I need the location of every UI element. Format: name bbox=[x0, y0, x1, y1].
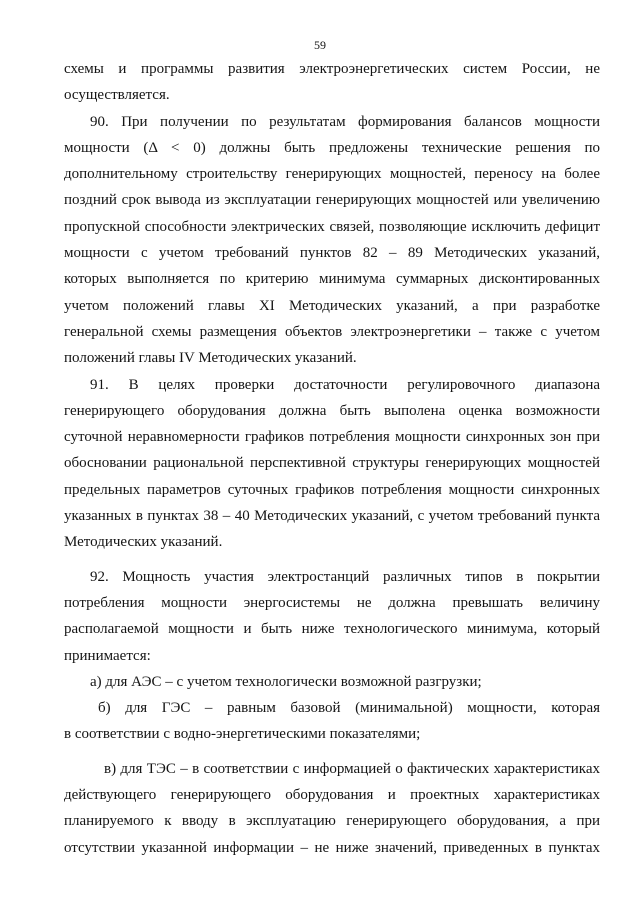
list-item-a: а) для АЭС – с учетом технологически возможной разгрузки; bbox=[90, 673, 482, 690]
paragraph-92-start: 92. Мощность участия электростанций различных типов в покрытии bbox=[90, 568, 600, 585]
page-number: 59 bbox=[314, 38, 326, 52]
text-line: которых выполняется по критерию минимума суммарных дисконтированных bbox=[64, 271, 600, 288]
paragraph-90-start: 90. При получении по результатам формирования балансов мощности bbox=[90, 113, 600, 130]
text-line: дополнительному строительству генерирующих мощностей, переносу на более bbox=[64, 166, 600, 183]
list-item-v: в) для ТЭС – в соответствии с информацией о фактических характеристиках bbox=[104, 760, 600, 777]
text-line: положений главы IV Методических указаний. bbox=[64, 350, 357, 367]
text-line: суточной неравномерности графиков потребления мощности синхронных зон при bbox=[64, 429, 600, 446]
paragraph-91-start: 91. В целях проверки достаточности регулировочного диапазона bbox=[90, 376, 600, 393]
text-line: действующего генерирующего оборудования и проектных характеристиках bbox=[64, 787, 600, 804]
text-line: отсутствии указанной информации – не ниже значений, приведенных в пунктах bbox=[64, 839, 600, 856]
text-line: в соответствии с водно-энергетическими показателями; bbox=[64, 726, 421, 743]
text-line: осуществляется. bbox=[64, 87, 170, 104]
text-line: располагаемой мощности и быть ниже технологического минимума, который bbox=[64, 621, 600, 638]
text-line: мощности с учетом требований пунктов 82 – 89 Методических указаний, bbox=[64, 245, 600, 262]
text-line: планируемого к вводу в эксплуатацию генерирующего оборудования, а при bbox=[64, 813, 600, 830]
text-line: мощности (Δ < 0) должны быть предложены технические решения по bbox=[64, 139, 600, 156]
text-line: учетом положений главы XI Методических указаний, а при разработке bbox=[64, 297, 600, 314]
text-line: предельных параметров суточных графиков потребления мощности синхронных bbox=[64, 481, 600, 498]
text-line: Методических указаний. bbox=[64, 534, 223, 551]
body-text bbox=[64, 56, 600, 861]
text-line: принимается: bbox=[64, 647, 151, 664]
text-line: поздний срок вывода из эксплуатации генерирующих мощностей или увеличению bbox=[64, 192, 600, 209]
text-line: обосновании рациональной перспективной структуры генерирующих мощностей bbox=[64, 455, 600, 472]
text-line: генерирующего оборудования должна быть выполена оценка возможности bbox=[64, 402, 600, 419]
text-line: генеральной схемы размещения объектов электроэнергетики – также с учетом bbox=[64, 323, 600, 340]
text-line: указанных в пунктах 38 – 40 Методических указаний, с учетом требований пункта bbox=[64, 508, 600, 525]
text-line: схемы и программы развития электроэнергетических систем России, не bbox=[64, 61, 600, 77]
list-item-b: б) для ГЭС – равным базовой (минимальной) мощности, которая bbox=[98, 700, 600, 717]
text-line: пропускной способности электрических связей, позволяющие исключить дефицит bbox=[64, 218, 600, 235]
text-line: потребления мощности энергосистемы не должна превышать величину bbox=[64, 594, 600, 611]
